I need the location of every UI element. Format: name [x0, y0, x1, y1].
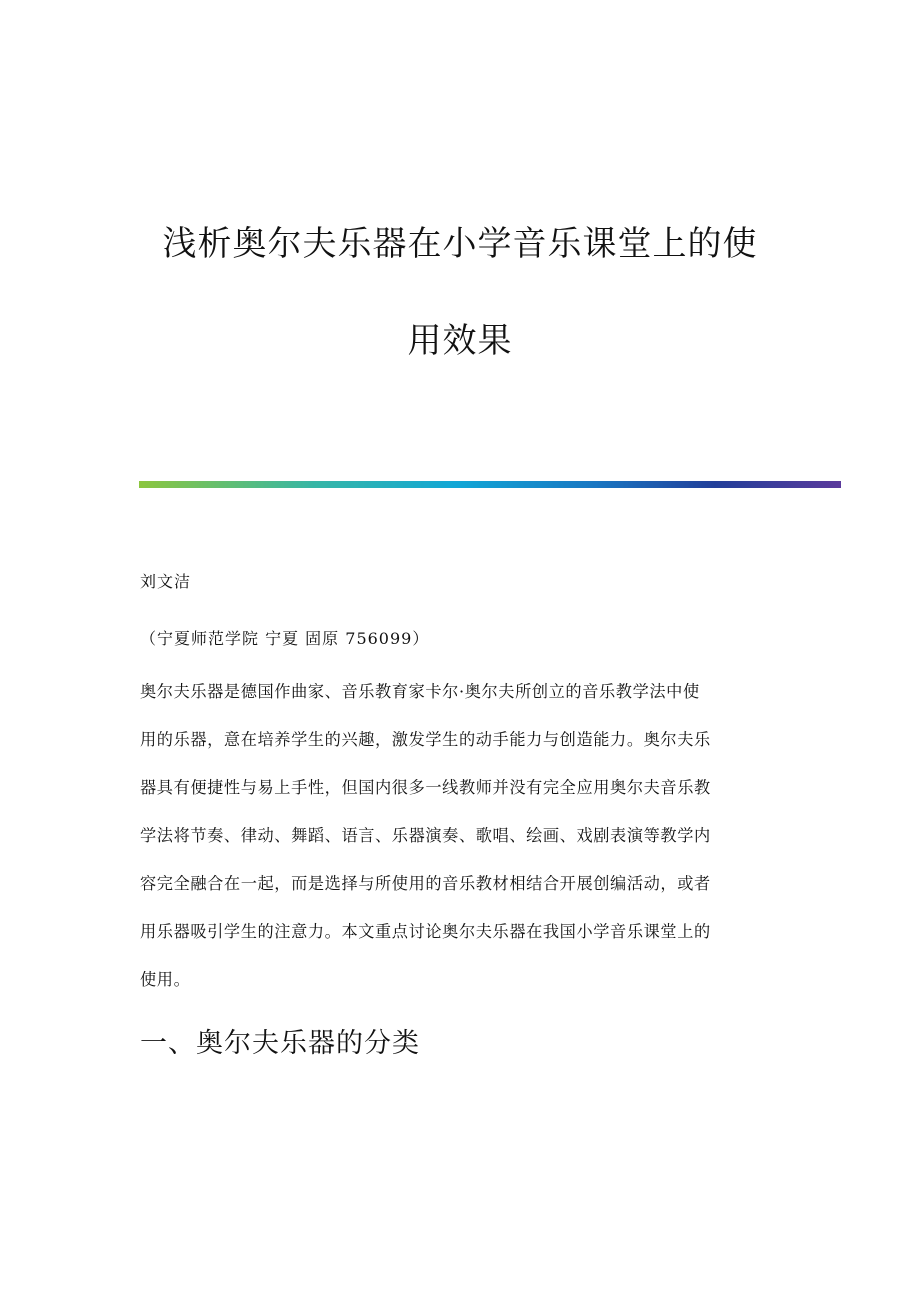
gradient-divider	[139, 481, 841, 488]
author-name: 刘文洁	[140, 572, 192, 591]
abstract-paragraph	[140, 676, 780, 1012]
abstract-line: 使用。	[140, 970, 191, 989]
document-title-line-1: 浅析奥尔夫乐器在小学音乐课堂上的使	[162, 224, 758, 264]
abstract-line: 器具有便捷性与易上手性，但国内很多一线教师并没有完全应用奥尔夫音乐教	[140, 778, 711, 797]
document-title-line-2: 用效果	[407, 321, 513, 361]
abstract-line: 容完全融合在一起，而是选择与所使用的音乐教材相结合开展创编活动，或者	[140, 874, 711, 893]
abstract-line: 用的乐器，意在培养学生的兴趣，激发学生的动手能力与创造能力。奥尔夫乐	[140, 730, 711, 749]
author-affiliation: （宁夏师范学院 宁夏 固原 756099）	[140, 629, 430, 648]
abstract-line: 学法将节奏、律动、舞蹈、语言、乐器演奏、歌唱、绘画、戏剧表演等教学内	[140, 826, 711, 845]
section-heading: 一、奥尔夫乐器的分类	[140, 1028, 420, 1059]
abstract-line: 奥尔夫乐器是德国作曲家、音乐教育家卡尔·奥尔夫所创立的音乐教学法中使	[140, 682, 700, 701]
abstract-line: 用乐器吸引学生的注意力。本文重点讨论奥尔夫乐器在我国小学音乐课堂上的	[140, 922, 711, 941]
